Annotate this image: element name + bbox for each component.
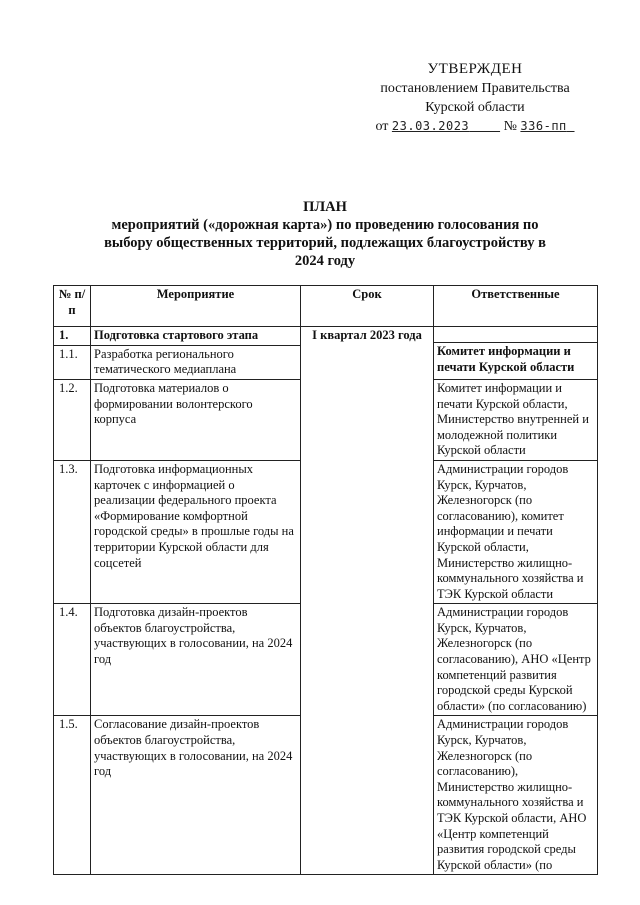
stage-term: I квартал 2023 года — [301, 327, 434, 875]
approval-block — [355, 60, 595, 136]
header-responsible: Ответственные — [434, 286, 598, 327]
row-responsible: Администрации городов Курск, Курчатов, Железногорск (по согласованию), комитет информации и печати Курской области, Министерство жилищно-коммунального хозяйства и ТЭК Курской области — [434, 460, 598, 603]
row-num: 1.4. — [54, 604, 91, 716]
row-num: 1.5. — [54, 716, 91, 875]
row-responsible: Комитет информации и печати Курской области, Министерство внутренней и молодежной политики Курской области — [434, 379, 598, 460]
approval-line-2: Курской области — [425, 100, 525, 115]
row-num: 1.3. — [54, 460, 91, 603]
header-num: № п/п — [54, 286, 91, 327]
approval-date: 23.03.2023 — [391, 119, 470, 133]
number-prefix: № — [503, 119, 517, 134]
row-num: 1.2. — [54, 379, 91, 460]
table-header-row — [54, 286, 598, 327]
row-activity: Подготовка дизайн-проектов объектов благоустройства, участвующих в голосовании, на 2024 год — [91, 604, 301, 716]
row-activity: Подготовка материалов о формировании волонтерского корпуса — [91, 379, 301, 460]
responsible-text: Комитет информации и печати Курской области — [437, 344, 575, 374]
title-subtitle: мероприятий («дорожная карта») по проведению голосования по выбору общественных территорий, подлежащих благоустройству в 2024 году — [104, 217, 546, 269]
approval-date-line — [355, 117, 595, 136]
approval-number: 336-пп — [520, 119, 567, 133]
row-responsible: Администрации городов Курск, Курчатов, Железногорск (по согласованию), АНО «Центр компетенций развития городской среды Курской области» (по согласованию) — [434, 604, 598, 716]
date-prefix: от — [375, 119, 389, 134]
approval-stamp: УТВЕРЖДЕН — [427, 61, 523, 77]
approval-line-1: постановлением Правительства — [380, 81, 570, 96]
stage-num: 1. — [54, 327, 91, 346]
document-title — [90, 198, 560, 270]
row-activity: Подготовка информационных карточек с информацией о реализации федерального проекта «Формирование комфортной городской среды» в прошлые годы на территории Курской области для соцсетей — [91, 460, 301, 603]
row-activity: Согласование дизайн-проектов объектов благоустройства, участвующих в голосовании, на 2024 год — [91, 716, 301, 875]
roadmap-table — [53, 285, 598, 875]
row-num: 1.1. — [54, 345, 91, 379]
row-responsible: Администрации городов Курск, Курчатов, Железногорск (по согласованию), Министерство жилищно-коммунального хозяйства и ТЭК Курской области, АНО «Центр компетенций развития городской среды Курской области» (по — [434, 716, 598, 875]
row-activity: Разработка регионального тематического медиаплана — [91, 345, 301, 379]
header-term: Срок — [301, 286, 434, 327]
title-heading: ПЛАН — [303, 199, 347, 215]
header-activity: Мероприятие — [91, 286, 301, 327]
stage-activity: Подготовка стартового этапа — [91, 327, 301, 346]
table-row-stage — [54, 327, 598, 346]
responsible-cell — [434, 327, 598, 380]
